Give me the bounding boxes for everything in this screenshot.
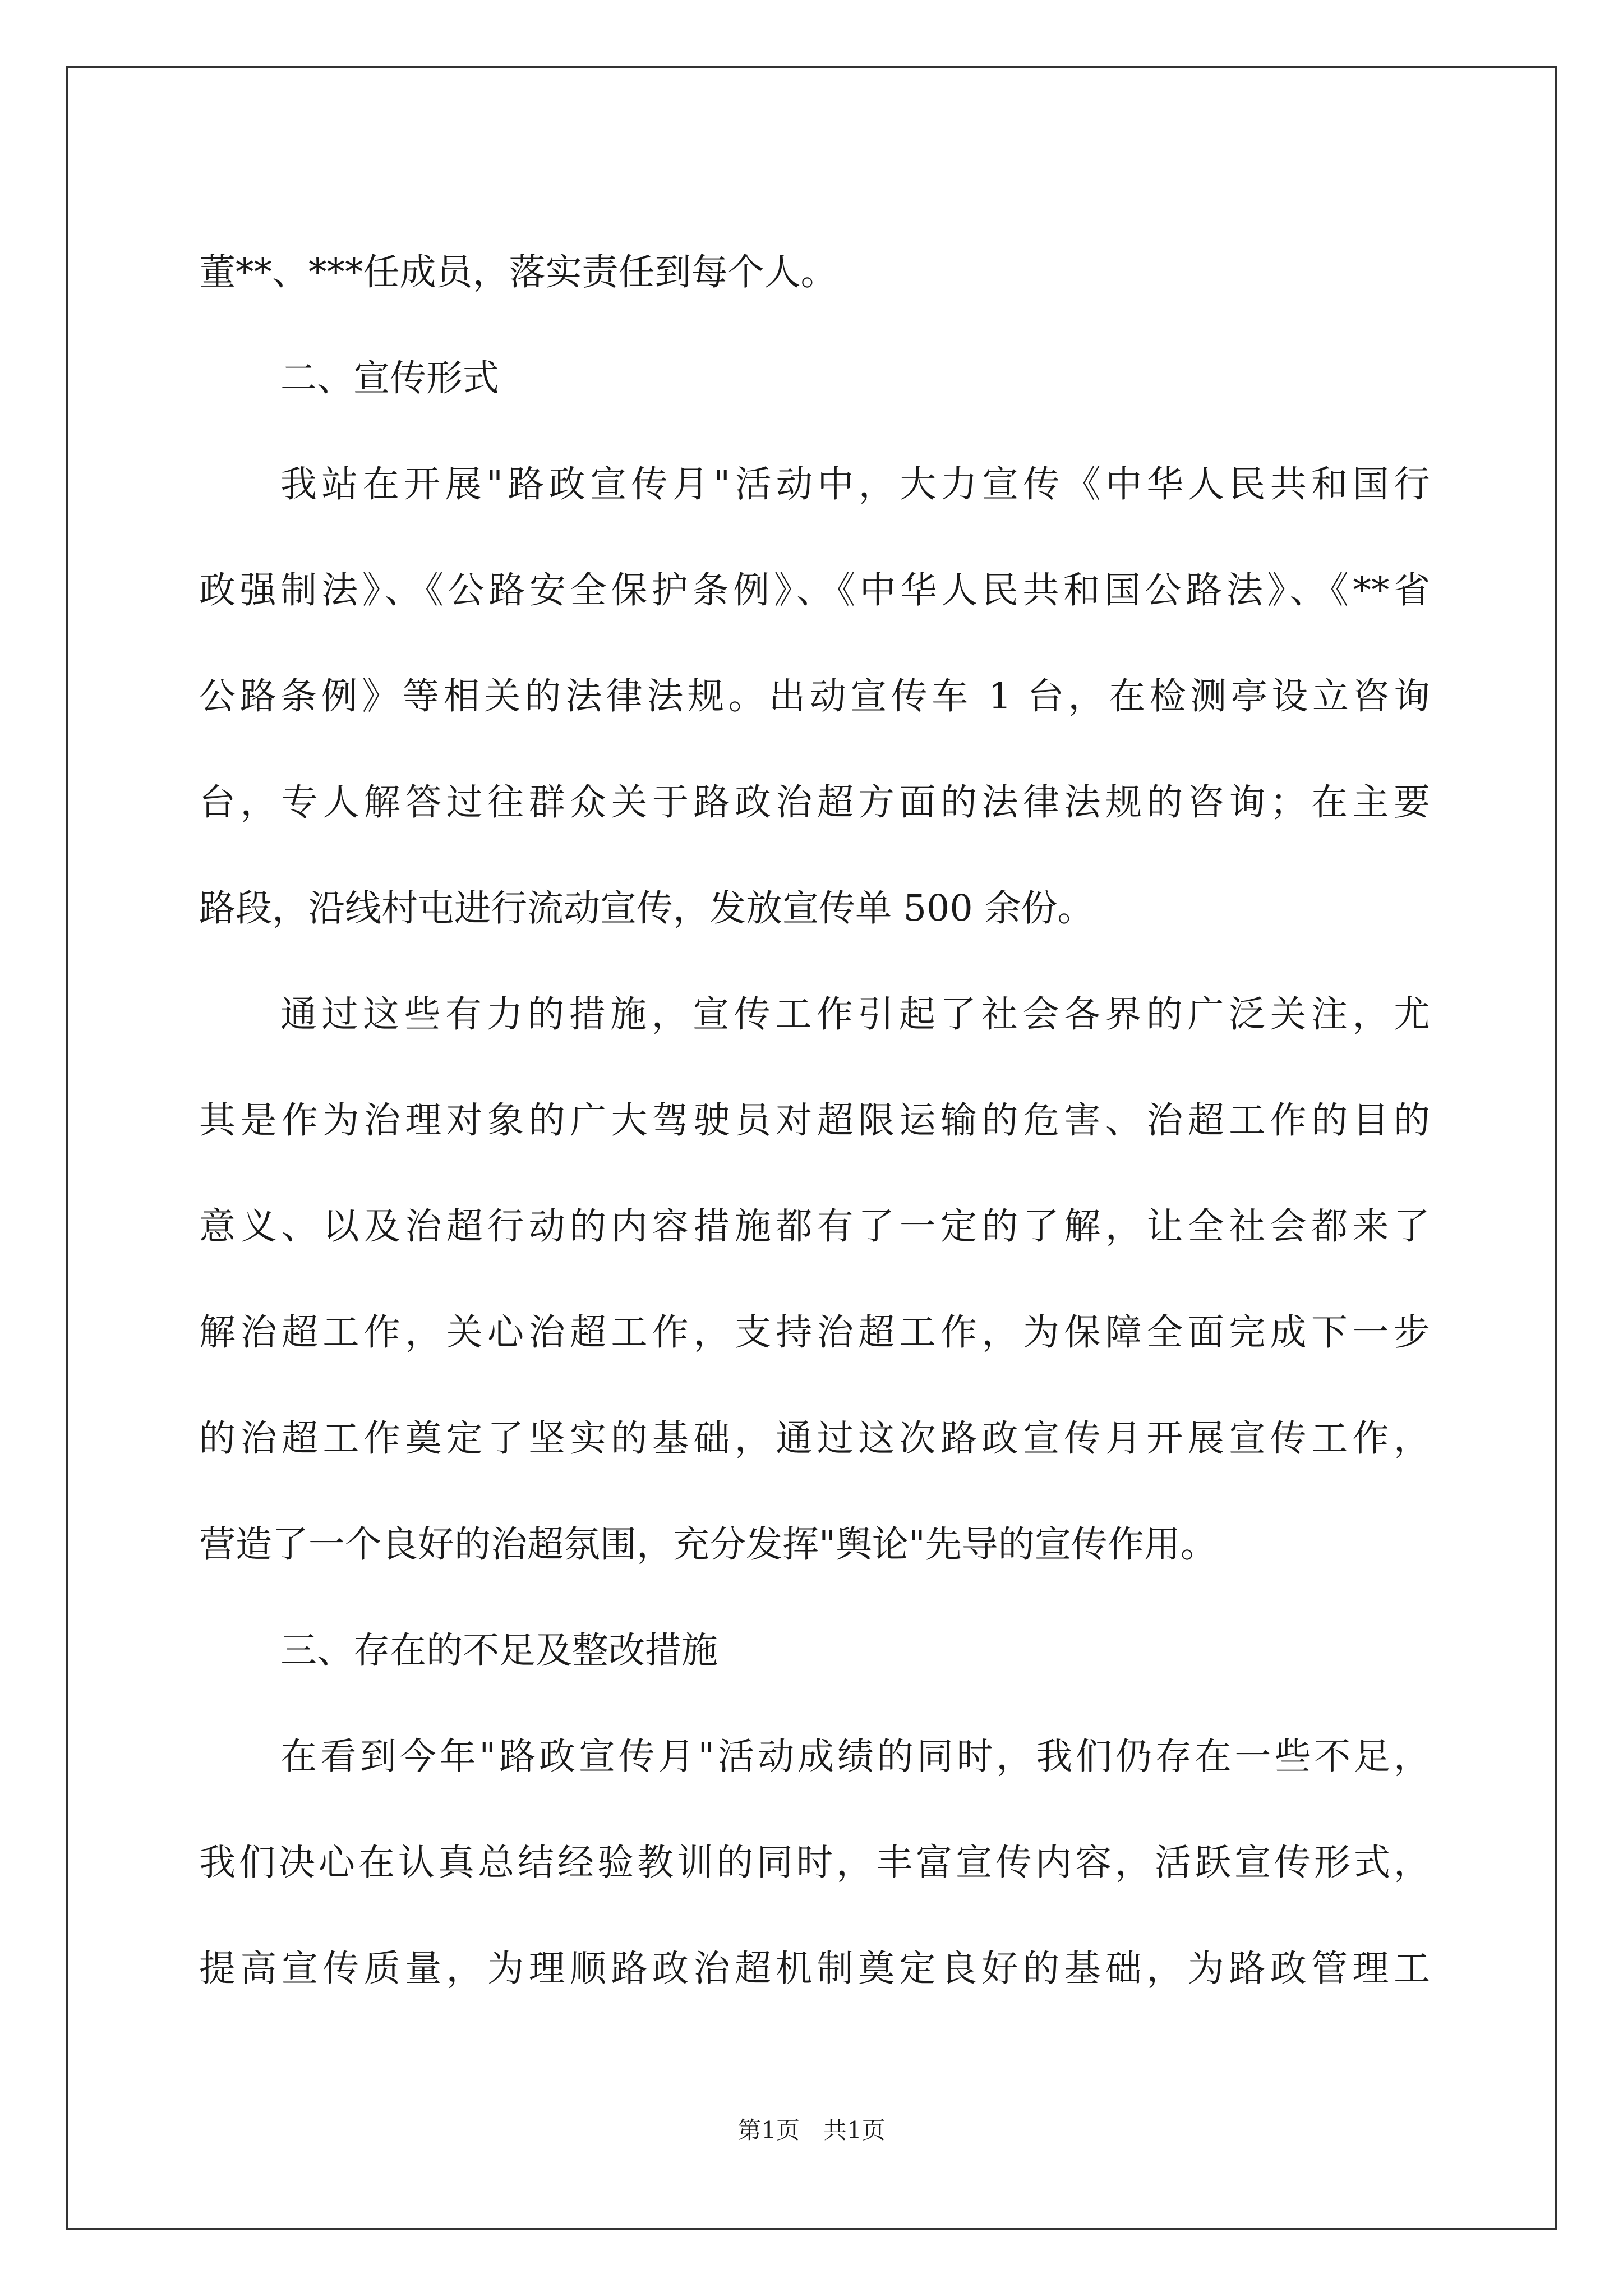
paragraph-line: 提高宣传质量，为理顺路政治超机制奠定良好的基础，为路政管理工 bbox=[199, 1948, 1430, 1990]
section-heading: 二、宣传形式 bbox=[280, 357, 500, 399]
paragraph-line: 营造了一个良好的治超氛围，充分发挥"舆论"先导的宣传作用。 bbox=[199, 1524, 1217, 1566]
paragraph-line: 解治超工作，关心治超工作，支持治超工作，为保障全面完成下一步 bbox=[199, 1312, 1430, 1354]
section-heading: 三、存在的不足及整改措施 bbox=[280, 1630, 718, 1672]
paragraph-line: 的治超工作奠定了坚实的基础，通过这次路政宣传月开展宣传工作， bbox=[199, 1418, 1430, 1460]
paragraph-line: 在看到今年"路政宣传月"活动成绩的同时，我们仍存在一些不足， bbox=[280, 1736, 1430, 1778]
paragraph-line: 我站在开展"路政宣传月"活动中，大力宣传《中华人民共和国行 bbox=[280, 463, 1430, 505]
paragraph-line: 台，专人解答过往群众关于路政治超方面的法律法规的咨询；在主要 bbox=[199, 781, 1430, 823]
paragraph-line: 政强制法》、《公路安全保护条例》、《中华人民共和国公路法》、《**省 bbox=[199, 569, 1430, 611]
paragraph-line: 董**、***任成员，落实责任到每个人。 bbox=[199, 251, 837, 293]
paragraph-line: 公路条例》等相关的法律法规。出动宣传车 1 台，在检测亭设立咨询 bbox=[199, 675, 1430, 717]
paragraph-line: 路段，沿线村屯进行流动宣传，发放宣传单 500 余份。 bbox=[199, 887, 1094, 930]
paragraph-line: 其是作为治理对象的广大驾驶员对超限运输的危害、治超工作的目的 bbox=[199, 1099, 1430, 1142]
paragraph-line: 意义、以及治超行动的内容措施都有了一定的了解，让全社会都来了 bbox=[199, 1205, 1430, 1248]
paragraph-line: 我们决心在认真总结经验教训的同时，丰富宣传内容，活跃宣传形式， bbox=[199, 1842, 1430, 1884]
page-footer: 第1页 共1页 bbox=[737, 2116, 886, 2144]
paragraph-line: 通过这些有力的措施，宣传工作引起了社会各界的广泛关注，尤 bbox=[280, 993, 1430, 1036]
